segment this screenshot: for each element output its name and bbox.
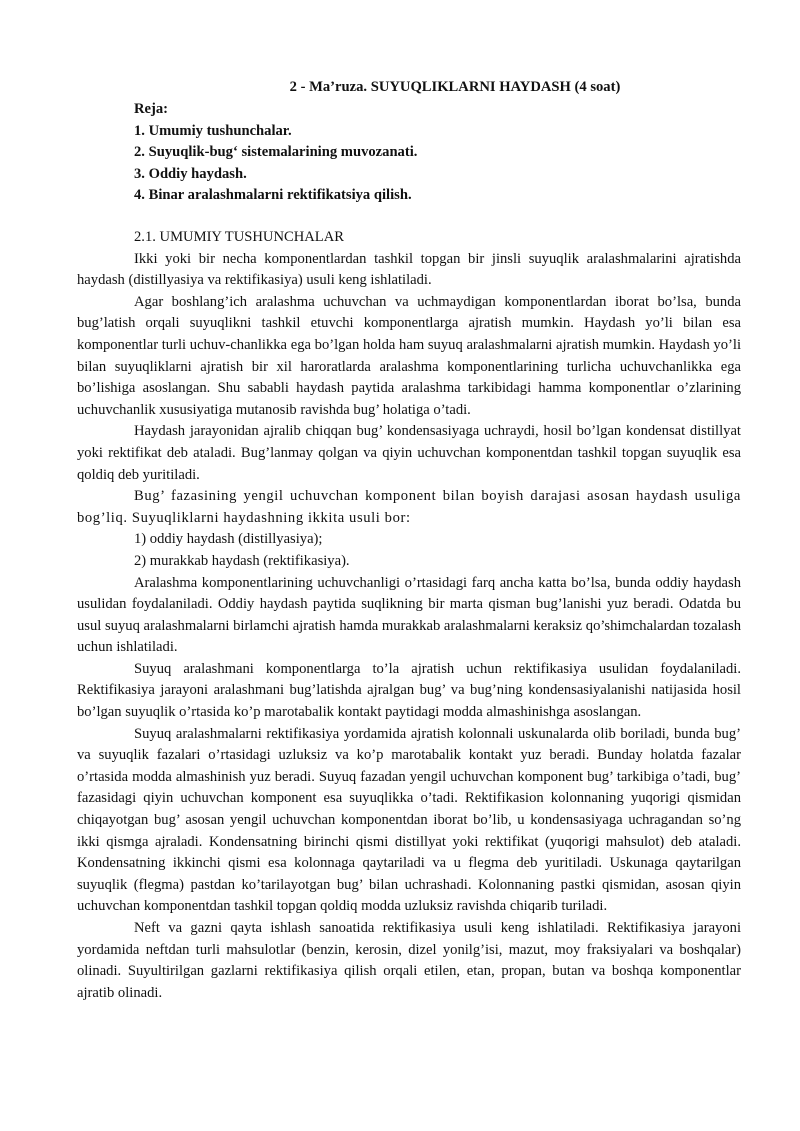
section-heading: 2.1. UMUMIY TUSHUNCHALAR — [134, 229, 344, 245]
plan-item: 4. Binar aralashmalarni rektifikatsiya qilish. — [134, 187, 412, 204]
paragraph: Aralashma komponentlarining uchuvchanligi o’rtasidagi farq ancha katta bo’lsa, bunda oddiy haydash usulidan foydalaniladi. Oddiy haydash paytida suqlikning bir marta qisman bug’lanishi yuz beradi. Odatda bu usul suyuq aralashmalarni birlamchi ajratish hamda murakkab aralashmalarni keraksiz qo’shimchalardan tozalash uchun ishlatiladi. — [77, 574, 741, 656]
lecture-plan — [134, 99, 417, 207]
method-item: 1) oddiy haydash (distillyasiya); — [134, 531, 323, 548]
plan-item: 3. Oddiy haydash. — [134, 165, 247, 182]
paragraph: Neft va gazni qayta ishlash sanoatida rektifikasiya usuli keng ishlatiladi. Rektifikasiya jarayoni yordamida neftdan turli mahsulotlar (benzin, kerosin, dizel yonilg’isi, mazut, moy fraksiyalari va boshqalar) olinadi. Suyultirilgan gazlarni rektifikasiya qilish orqali etilen, etan, propan, butan va boshqa komponentlar ajratib olinadi. — [77, 920, 741, 1001]
document-body — [77, 227, 741, 1004]
paragraph: Bug’ fazasining yengil uchuvchan komponent bilan boyish darajasi asosan haydash usuliga bog’liq. Suyuqliklarni haydashning ikkita usuli bor: — [77, 488, 741, 526]
plan-item: 1. Umumiy tushunchalar. — [134, 122, 292, 139]
plan-heading: Reja: — [134, 101, 169, 117]
paragraph: Haydash jarayonidan ajralib chiqqan bug’ kondensasiyaga uchraydi, hosil bo’lgan kondensat distillyat yoki rektifikat deb ataladi. Bug’lanmay qolgan va qiyin uchuvchan komponentdan tashkil topgan suyuqlik esa qoldiq deb yuritiladi. — [77, 423, 741, 483]
lecture-title: 2 - Ma’ruza. SUYUQLIKLARNI HAYDASH (4 soat) — [289, 79, 621, 95]
paragraph: Suyuq aralashmani komponentlarga to’la ajratish uchun rektifikasiya usulidan foydalaniladi. Rektifikasiya jarayoni aralashmani bug’latishda ajralgan bug’ va bug’ning kondensasiyalanishi natijasida hosil bo’lgan suyuqlik o’rtasida ko’p marotabalik kontakt paytidagi modda almashinishga asoslangan. — [77, 660, 741, 721]
plan-item: 2. Suyuqlik-bug‘ sistemalarining muvozanati. — [134, 144, 418, 161]
paragraph: Ikki yoki bir necha komponentlardan tashkil topgan bir jinsli suyuqlik aralashmalarini ajratishda haydash (distillyasiya va rektifikasiya) usuli keng ishlatiladi. — [77, 250, 741, 289]
method-item: 2) murakkab haydash (rektifikasiya). — [134, 552, 350, 569]
paragraph: Suyuq aralashmalarni rektifikasiya yordamida ajratish kolonnali uskunalarda olib boriladi, bunda bug’ va suyuqlik fazalari o’rtasidagi uzluksiz va ko’p marotabalik kontakt yuz beradi. Bunday holatda fazalar o’rtasida modda almashinish yuz beradi. Suyuq fazadan yengil uchuvchan komponent bug’ tarkibiga o’tadi, bug’ fazasidagi qiyin uchuvchan komponent esa suyuqlikka o’tadi. Rektifikasion kolonnaning yuqorigi qismidan chiqayotgan bug’ asosan yengil uchuvchan komponentdan iborat bo’lib, u kondensasiyaga uchragandan so’ng ikki qismga ajraladi. Kondensatning birinchi qismi distillyat yoki rektifikat (yuqorigi mahsulot) deb ataladi. Kondensatning ikkinchi qismi esa kolonnaga qaytariladi va u flegma deb yuritiladi. Uskunaga qaytarilgan suyuqlik (flegma) pastdan ko’tarilayotgan bug’ bilan uchrashadi. Kolonnaning pastki qismidan, asosan qiyin uchuvchan komponentdan tashkil topgan qoldiq modda uzluksiz ravishda chiqarib turiladi. — [77, 725, 741, 915]
paragraph: Agar boshlang’ich aralashma uchuvchan va uchmaydigan komponentlardan iborat bo’lsa, bunda bug’latish orqali suyuqlikni tashkil etuvchi komponentlarga ajratish mumkin. Haydash yo’li bilan esa komponentlar turli uchuv-chanlikka ega bo’lgan holda ham suyuq aralashmalarni ajratish mumkin. Haydash yo’li bilan suyuqliklarni ajratish bir xil haroratlarda aralashma komponentlarining turlicha uchuvchanlikka ega bo’lishiga asoslangan. Shu sababli haydash paytida aralashma tarkibidagi hamma komponentlar o’zlarining uchuvchanlik xususiyatiga mutanosib ravishda bug’ holatiga o’tadi. — [77, 293, 741, 418]
